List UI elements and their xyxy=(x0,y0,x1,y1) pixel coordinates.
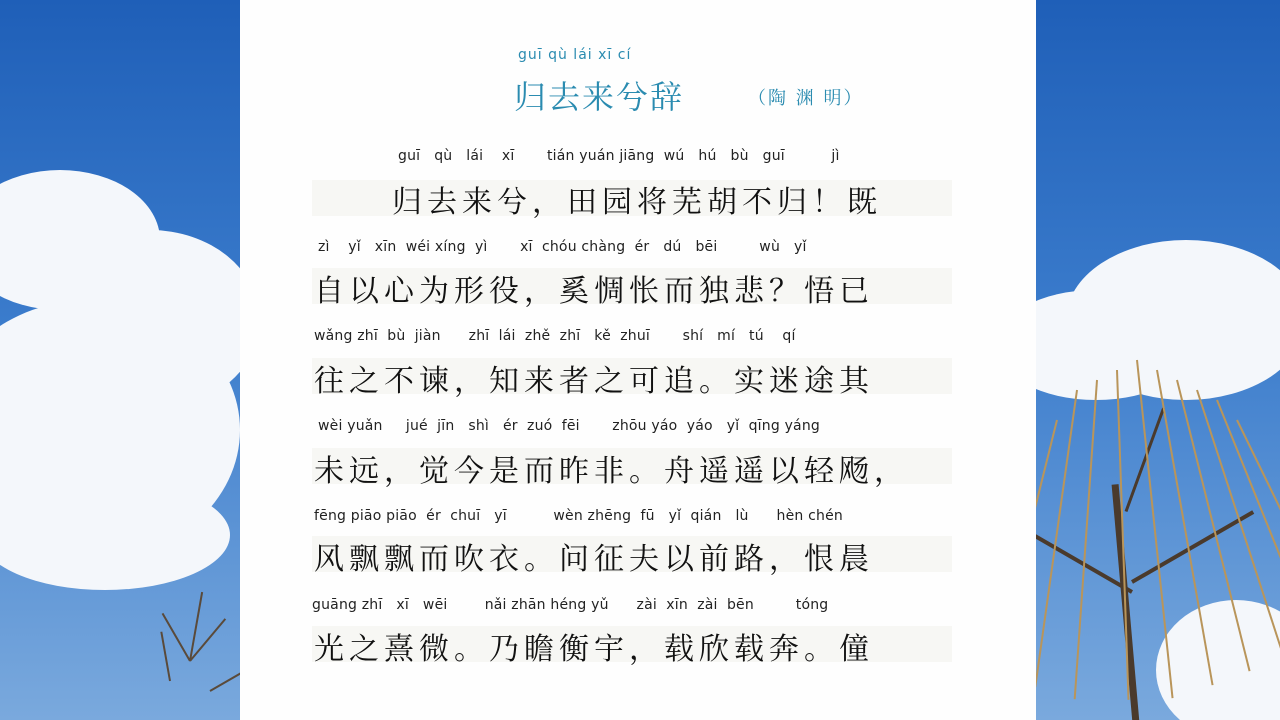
pinyin-line-6: guāng zhī xī wēi nǎi zhān héng yǔ zài xīn zài bēn tóng xyxy=(312,597,829,613)
willow-tree xyxy=(1036,360,1280,720)
pinyin-line-3: wǎng zhī bù jiàn zhī lái zhě zhī kě zhuī shí mí tú qí xyxy=(314,328,796,344)
text-line-5: 风飘飘而吹衣。问征夫以前路，恨晨 xyxy=(314,542,874,577)
text-line-1: 归去来兮，田园将芜胡不归！既 xyxy=(392,185,882,220)
poem-title: 归去来兮辞 xyxy=(514,78,685,116)
text-line-6: 光之熹微。乃瞻衡宇，载欣载奔。僮 xyxy=(314,632,874,667)
text-line-2: 自以心为形役，奚惆怅而独悲？悟已 xyxy=(314,274,874,309)
pinyin-line-4: wèi yuǎn jué jīn shì ér zuó fēi zhōu yáo yáo yǐ qīng yáng xyxy=(318,418,820,434)
poem-author: （陶 渊 明） xyxy=(748,88,864,109)
background-sky-left xyxy=(0,0,240,720)
bare-tree xyxy=(150,600,240,720)
text-line-4: 未远，觉今是而昨非。舟遥遥以轻飏， xyxy=(314,454,909,489)
pinyin-line-1: guī qù lái xī tián yuán jiāng wú hú bù guī jì xyxy=(398,148,840,164)
pinyin-line-5: fēng piāo piāo ér chuī yī wèn zhēng fū yǐ qián lù hèn chén xyxy=(314,508,843,524)
background-sky-right xyxy=(1036,0,1280,720)
pinyin-line-2: zì yǐ xīn wéi xíng yì xī chóu chàng ér dú bēi wù yǐ xyxy=(318,239,807,255)
text-line-3: 往之不谏，知来者之可追。实迷途其 xyxy=(314,364,874,399)
title-pinyin: guī qù lái xī cí xyxy=(518,47,632,63)
